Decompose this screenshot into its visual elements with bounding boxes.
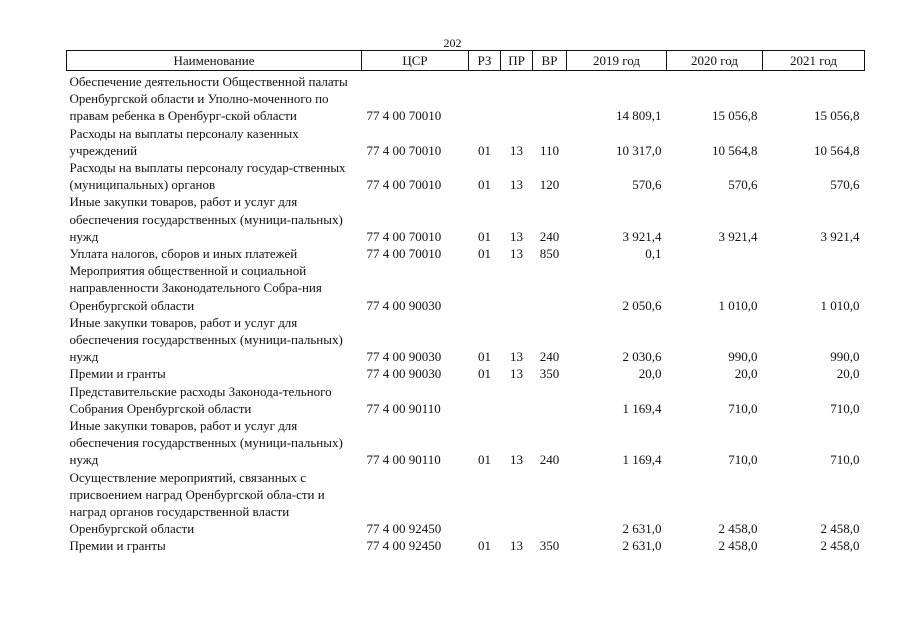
- table-row: [67, 383, 865, 417]
- row-pr: 13: [510, 538, 523, 554]
- row-2019: 2 030,6: [622, 349, 662, 365]
- row-2020: 2 458,0: [718, 538, 758, 554]
- table-header-row: [67, 51, 865, 71]
- row-2019: 3 921,4: [622, 228, 662, 244]
- row-vr: 110: [539, 142, 560, 158]
- row-csr: 77 4 00 70010: [366, 142, 442, 158]
- row-pr: 13: [510, 366, 523, 382]
- row-csr: 77 4 00 90030: [366, 366, 442, 382]
- row-vr: 240: [539, 349, 560, 365]
- row-2019: 0,1: [645, 246, 662, 262]
- row-2021: 15 056,8: [814, 108, 860, 124]
- header-csr: ЦСР: [362, 51, 469, 71]
- row-2021: [763, 245, 865, 262]
- row-csr: 77 4 00 70010: [366, 246, 442, 262]
- row-2021: 570,6: [830, 177, 860, 193]
- row-2019: 20,0: [638, 366, 662, 382]
- row-2021: 20,0: [836, 366, 860, 382]
- row-vr: 350: [539, 366, 560, 382]
- row-rz: 01: [478, 228, 491, 244]
- row-2021: 710,0: [830, 452, 860, 468]
- header-pr: ПР: [501, 51, 533, 71]
- row-2021: 710,0: [830, 400, 860, 416]
- row-vr: 120: [539, 177, 560, 193]
- row-2020: [667, 245, 763, 262]
- row-name: Премии и гранты: [69, 538, 166, 554]
- row-2020: 3 921,4: [718, 228, 758, 244]
- row-rz: 01: [478, 538, 491, 554]
- table-row: [67, 71, 865, 125]
- row-name: Осуществление мероприятий, связанных с присвоением наград Оренбургской обла-сти и наград органов государственной власти Оренбургской области: [69, 469, 325, 537]
- row-csr: 77 4 00 70010: [366, 108, 442, 124]
- row-vr: [533, 383, 567, 417]
- row-name: Иные закупки товаров, работ и услуг для обеспечения государственных (муници-пальных) нужд: [69, 418, 343, 468]
- row-csr: 77 4 00 70010: [366, 177, 442, 193]
- table-row: [67, 469, 865, 538]
- row-pr: 13: [510, 246, 523, 262]
- row-vr: [533, 262, 567, 314]
- header-2020: 2020 год: [667, 51, 763, 71]
- row-vr: 350: [539, 538, 560, 554]
- row-rz: 01: [478, 349, 491, 365]
- row-csr: 77 4 00 70010: [366, 228, 442, 244]
- header-rz: РЗ: [469, 51, 501, 71]
- table-row: [67, 125, 865, 159]
- table-row: [67, 262, 865, 314]
- row-2021: 1 010,0: [820, 297, 860, 313]
- row-name: Обеспечение деятельности Общественной палаты Оренбургской области и Уполно-моченного по правам ребенка в Оренбург-ской области: [69, 74, 348, 124]
- row-pr: [501, 262, 533, 314]
- row-pr: 13: [510, 177, 523, 193]
- header-2019: 2019 год: [567, 51, 667, 71]
- row-2020: 710,0: [728, 400, 758, 416]
- row-vr: [533, 469, 567, 538]
- table-row: [67, 537, 865, 554]
- row-2020: 10 564,8: [712, 142, 758, 158]
- row-2019: 1 169,4: [622, 452, 662, 468]
- row-2020: 2 458,0: [718, 521, 758, 537]
- table-row: [67, 193, 865, 245]
- row-rz: [469, 469, 501, 538]
- row-csr: 77 4 00 90030: [366, 349, 442, 365]
- row-pr: 13: [510, 228, 523, 244]
- row-vr: [533, 71, 567, 125]
- row-rz: 01: [478, 142, 491, 158]
- row-2019: 2 631,0: [622, 521, 662, 537]
- row-2021: 2 458,0: [820, 521, 860, 537]
- row-name: Премии и гранты: [69, 366, 166, 382]
- row-csr: 77 4 00 90110: [366, 400, 441, 416]
- row-rz: 01: [478, 452, 491, 468]
- row-2021: 2 458,0: [820, 538, 860, 554]
- row-2020: 20,0: [734, 366, 758, 382]
- row-name: Иные закупки товаров, работ и услуг для обеспечения государственных (муници-пальных) нужд: [69, 314, 343, 365]
- row-rz: [469, 383, 501, 417]
- table-row: [67, 417, 865, 469]
- row-pr: [501, 71, 533, 125]
- header-2021: 2021 год: [763, 51, 865, 71]
- budget-table: [66, 50, 865, 555]
- row-name: Мероприятия общественной и социальной направленности Законодательного Собра-ния Оренбургской области: [69, 263, 322, 313]
- row-2020: 990,0: [728, 349, 758, 365]
- row-name: Иные закупки товаров, работ и услуг для обеспечения государственных (муници-пальных) нужд: [69, 194, 343, 244]
- row-csr: 77 4 00 92450: [366, 521, 442, 537]
- row-pr: 13: [510, 142, 523, 158]
- row-csr: 77 4 00 90110: [366, 452, 441, 468]
- row-vr: 240: [539, 228, 560, 244]
- row-rz: 01: [478, 366, 491, 382]
- row-2019: 2 050,6: [622, 297, 662, 313]
- row-pr: [501, 383, 533, 417]
- row-2019: 570,6: [632, 177, 662, 193]
- row-2020: 570,6: [728, 177, 758, 193]
- page-number: 202: [443, 36, 462, 50]
- table-row: [67, 365, 865, 382]
- row-2020: 710,0: [728, 452, 758, 468]
- row-2021: 990,0: [830, 349, 860, 365]
- header-name: Наименование: [67, 51, 362, 71]
- row-pr: [501, 469, 533, 538]
- header-vr: ВР: [533, 51, 567, 71]
- row-2020: 1 010,0: [718, 297, 758, 313]
- row-pr: 13: [510, 452, 523, 468]
- row-2019: 1 169,4: [622, 400, 662, 416]
- row-2019: 14 809,1: [616, 108, 662, 124]
- row-vr: 240: [539, 452, 560, 468]
- row-name: Представительские расходы Законода-тельного Собрания Оренбургской области: [69, 383, 332, 416]
- row-csr: 77 4 00 92450: [366, 538, 442, 554]
- table-row: [67, 159, 865, 193]
- table-body: [67, 71, 865, 555]
- row-rz: 01: [478, 177, 491, 193]
- row-2021: 3 921,4: [820, 228, 860, 244]
- table-row: [67, 314, 865, 366]
- row-rz: [469, 71, 501, 125]
- row-2019: 2 631,0: [622, 538, 662, 554]
- row-vr: 850: [539, 246, 560, 262]
- row-name: Расходы на выплаты персоналу государ-ственных (муниципальных) органов: [69, 160, 346, 193]
- row-2019: 10 317,0: [616, 142, 662, 158]
- row-rz: [469, 262, 501, 314]
- row-rz: 01: [478, 246, 491, 262]
- row-name: Расходы на выплаты персоналу казенных учреждений: [69, 125, 299, 158]
- row-2020: 15 056,8: [712, 108, 758, 124]
- row-2021: 10 564,8: [814, 142, 860, 158]
- row-csr: 77 4 00 90030: [366, 297, 442, 313]
- row-name: Уплата налогов, сборов и иных платежей: [69, 246, 298, 262]
- table-row: [67, 245, 865, 262]
- row-pr: 13: [510, 349, 523, 365]
